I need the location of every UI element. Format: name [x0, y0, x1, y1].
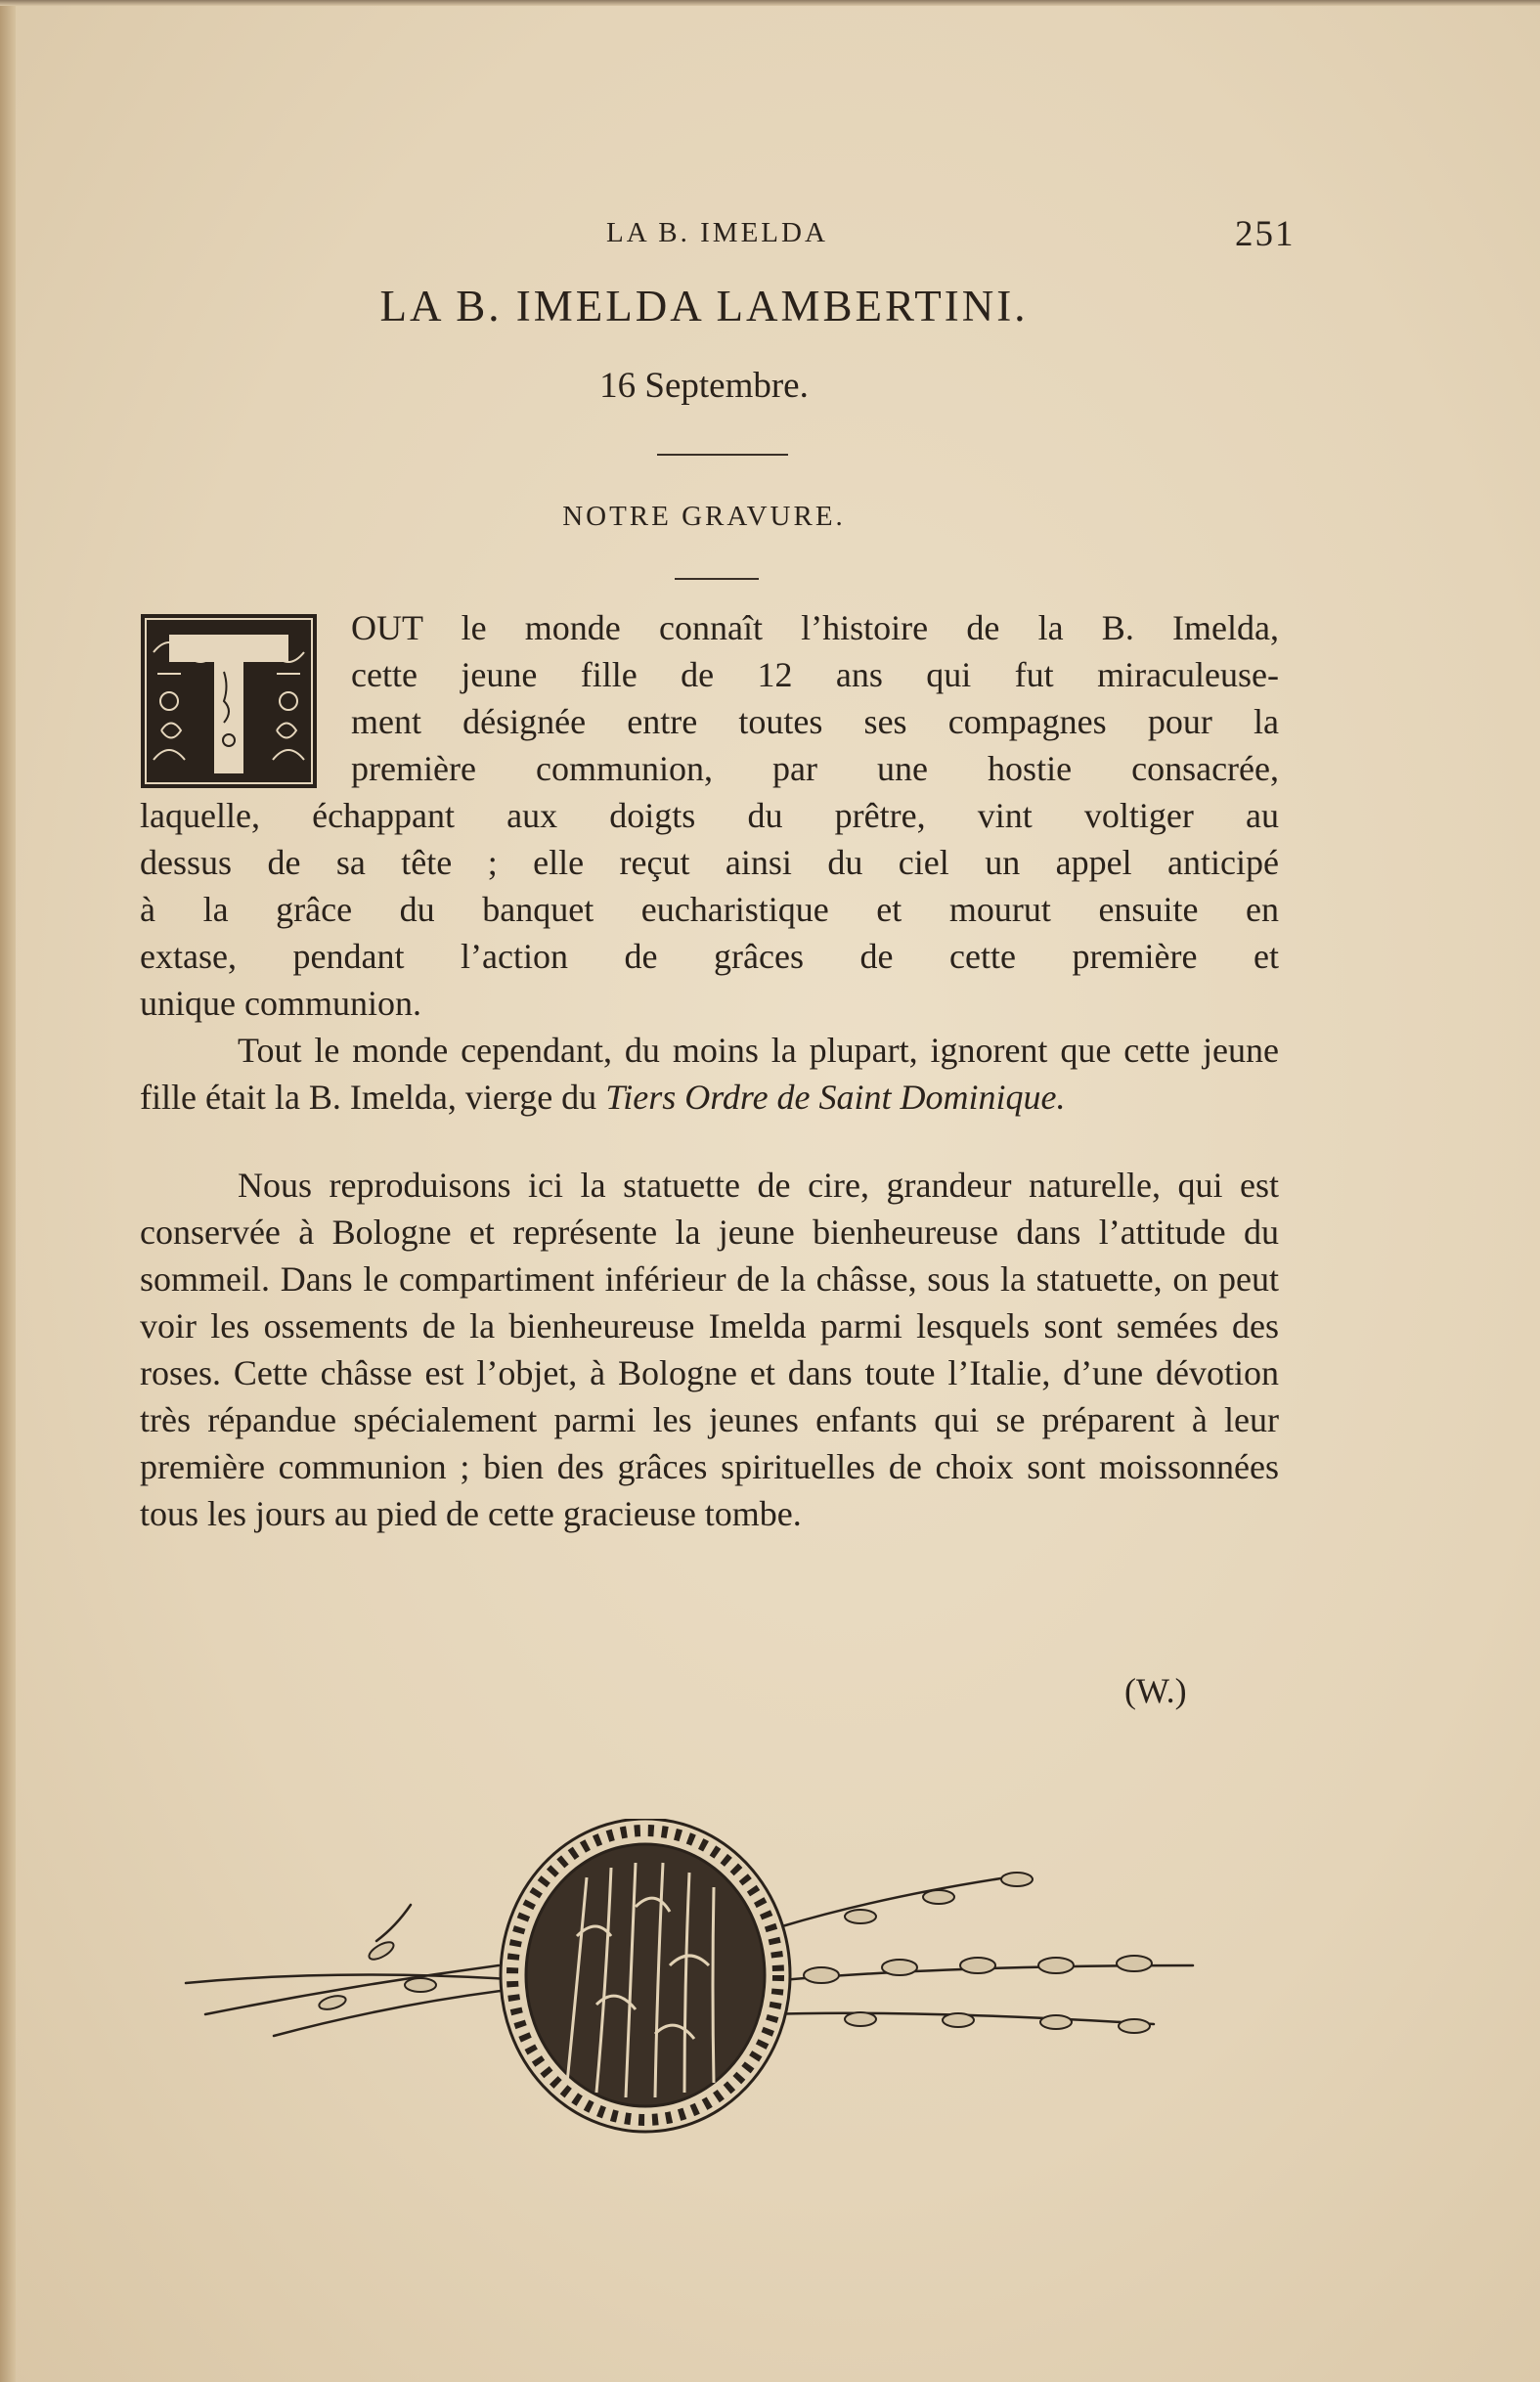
- paragraph-3: [140, 1162, 1279, 1537]
- tailpiece-ornament: [176, 1819, 1212, 2141]
- text-line: ment désignée entre toutes ses compagnes pour la: [351, 702, 1279, 741]
- paragraph-3-text: Nous reproduisons ici la statuette de cire, grandeur naturelle, qui est conservée à Bologne et représente la jeune bienheureuse dans l’attitude du sommeil. Dans le compartiment inférieur de la châsse, sous la statuette, on peut voir les ossements de la bienheureuse Imelda parmi lesquels sont semées des roses. Cette châsse est l’objet, à Bologne et dans toute l’Italie, d’une dévotion très répandue spécialement parmi les jeunes enfants qui se préparent à leur première communion ; bien des grâces spirituelles de choix sont moissonnées tous les jours au pied de cette gracieuse tombe.: [140, 1166, 1279, 1533]
- page-top-edge: [0, 0, 1540, 6]
- divider-rule-short: [675, 578, 759, 580]
- running-head-title: LA B. IMELDA: [606, 217, 828, 248]
- text-line: cette jeune fille de 12 ans qui fut miraculeuse-: [351, 655, 1279, 694]
- paragraph-2: [140, 1027, 1279, 1121]
- text-line: unique communion.: [140, 984, 421, 1023]
- page-number: 251: [1235, 214, 1296, 254]
- signature: (W.): [1124, 1671, 1187, 1710]
- paragraph-2-text: Tout le monde cependant, du moins la plupart, ignorent que cette jeune fille était la B. Imelda, vierge du: [140, 1031, 1279, 1117]
- paragraph-1: [140, 604, 1279, 1027]
- page-edge: [0, 0, 16, 2382]
- text-line: première communion, par une hostie consacrée,: [351, 749, 1279, 788]
- text-line: laquelle, échappant aux doigts du prêtre, vint voltiger au: [140, 796, 1279, 835]
- section-heading: NOTRE GRAVURE.: [562, 501, 846, 532]
- paragraph-2-italic: Tiers Ordre de Saint Dominique.: [605, 1078, 1066, 1117]
- text-line: extase, pendant l’action de grâces de cette première et: [140, 937, 1279, 976]
- article-title: LA B. IMELDA LAMBERTINI.: [379, 282, 1029, 331]
- divider-rule: [657, 454, 788, 456]
- running-head: [0, 213, 1540, 252]
- text-line: dessus de sa tête ; elle reçut ainsi du ciel un appel anticipé: [140, 843, 1279, 882]
- feast-date: 16 Septembre.: [599, 366, 809, 406]
- text-line: OUT le monde connaît l’histoire de la B. Imelda,: [351, 608, 1279, 647]
- text-line: à la grâce du banquet eucharistique et mourut ensuite en: [140, 890, 1279, 929]
